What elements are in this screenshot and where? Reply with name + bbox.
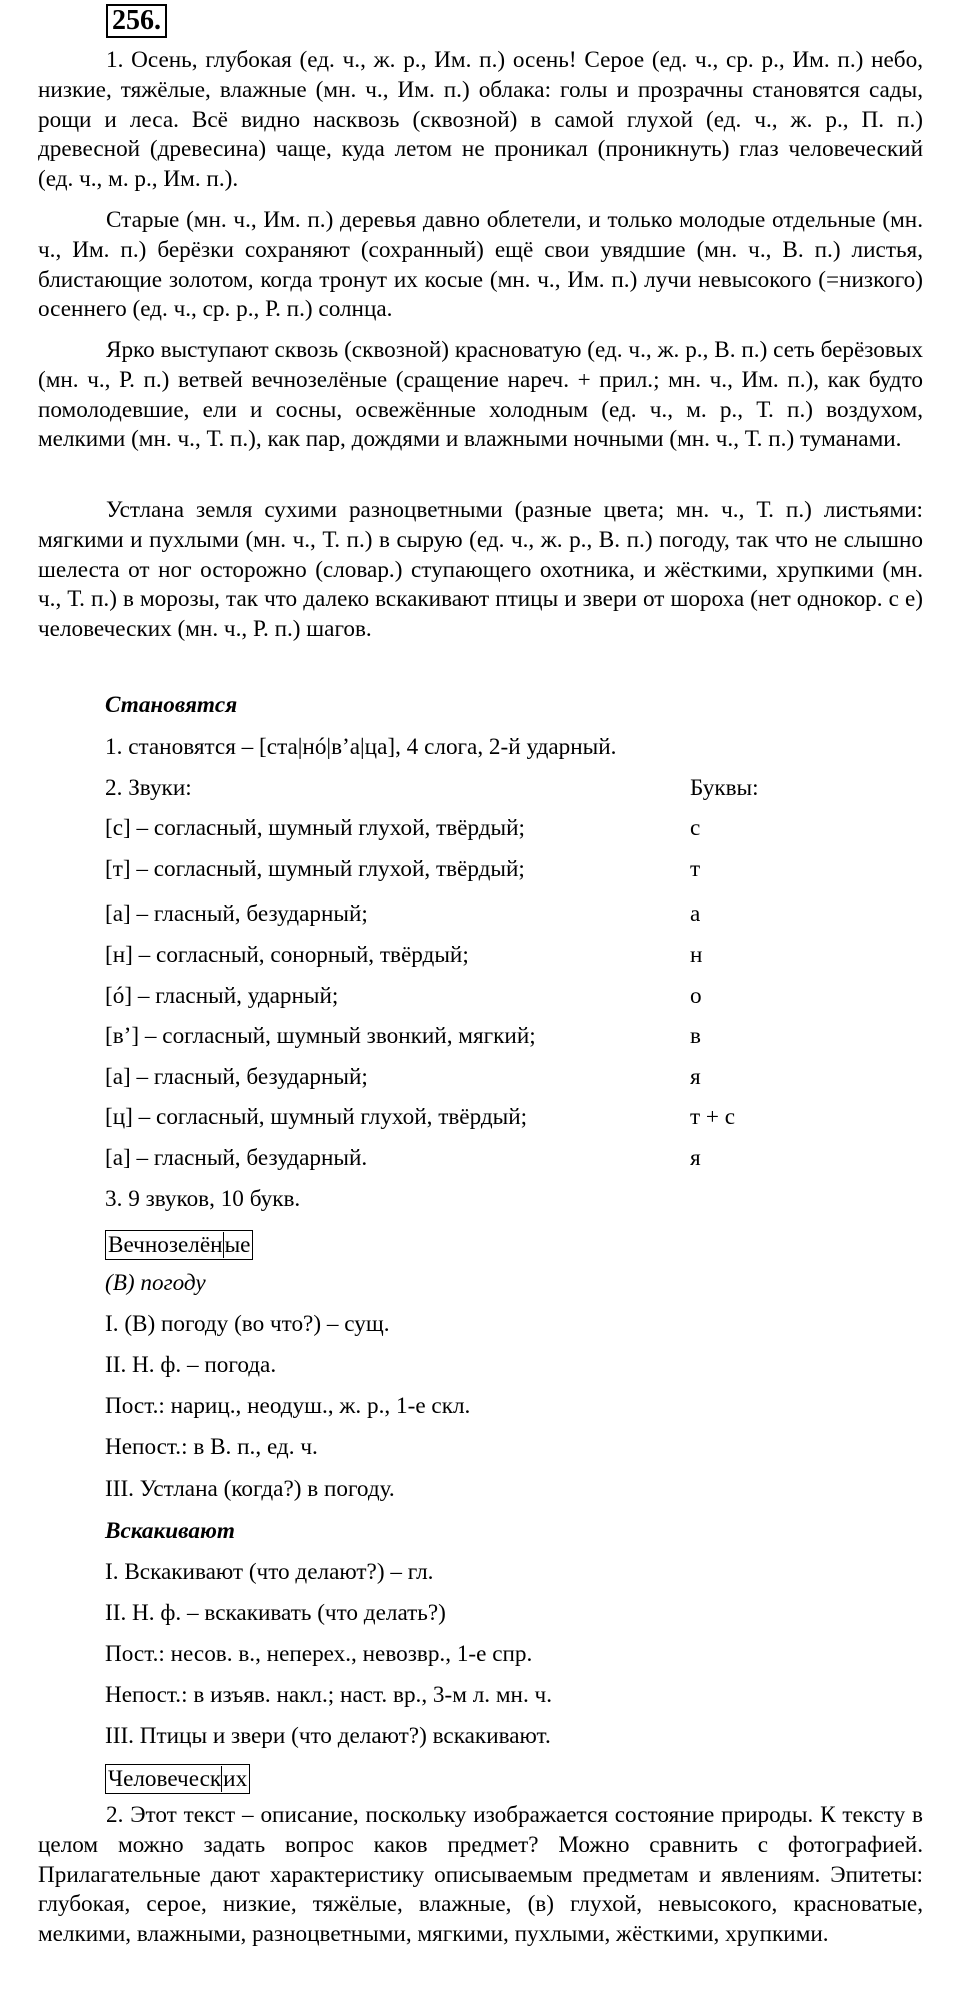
sound-row: [а] – гласный, безударный; — [105, 901, 368, 927]
letter-cell: а — [690, 901, 701, 927]
word-ending: ые — [224, 1232, 251, 1258]
word-ending: их — [223, 1766, 248, 1792]
letter-cell: н — [690, 942, 703, 968]
pogodu-line: III. Устлана (когда?) в погоду. — [105, 1476, 395, 1502]
letters-header: Буквы: — [690, 775, 759, 801]
sound-row: [в’] – согласный, шумный звонкий, мягкий; — [105, 1023, 536, 1049]
sound-row: [т] – согласный, шумный глухой, твёрдый; — [105, 856, 525, 882]
heading-vskakivayut: Вскакивают — [105, 1518, 235, 1544]
letter-cell: о — [690, 983, 702, 1009]
pogodu-line: II. Н. ф. – погода. — [105, 1352, 277, 1378]
vskakivayut-line: Непост.: в изъяв. накл.; наст. вр., 3-м л. мн. ч. — [105, 1682, 553, 1708]
pogodu-line: Непост.: в В. п., ед. ч. — [105, 1434, 318, 1460]
paragraph-1: 1. Осень, глубокая (ед. ч., ж. р., Им. п.) осень! Серое (ед. ч., ср. р., Им. п.) небо, низкие, тяжёлые, влажные (мн. ч., Им. п.) облака: голы и прозрачны становятся сады, рощи и леса. Всё видно насквозь (сквозной) в самой глухой (ед. ч., ж. р., П. п.) древесной (древесина) чаще, куда летом не проникал (проникнуть) глаз человеческий (ед. ч., м. р., Им. п.). — [38, 47, 923, 193]
letter-cell: т — [690, 856, 701, 882]
syllable-line: 1. становятся – [ста|нó|в’а|ца], 4 слога, 2-й ударный. — [105, 734, 617, 760]
morpheme-word-chelovecheskih — [105, 1764, 250, 1794]
paragraph-conclusion: 2. Этот текст – описание, поскольку изображается состояние природы. К тексту в целом можно задать вопрос каков предмет? Можно сравнить с фотографией. Прилагательные дают характеристику описываемым предметам и явлениям. Эпитеты: глубокая, серое, низкие, тяжёлые, влажные, (в) глухой, невысокого, красноватые, мелкими, влажными, разноцветными, мягкими, пухлыми, жёсткими, хрупкими. — [38, 1802, 923, 1948]
letter-cell: т + с — [690, 1104, 736, 1130]
sound-row: [с] – согласный, шумный глухой, твёрдый; — [105, 815, 525, 841]
vskakivayut-line: Пост.: несов. в., неперех., невозвр., 1-е спр. — [105, 1641, 533, 1667]
word-stem: Вечнозелён — [108, 1232, 223, 1258]
heading-pogodu: (В) погоду — [105, 1270, 206, 1296]
paragraph-4: Устлана земля сухими разноцветными (разные цвета; мн. ч., Т. п.) листьями: мягкими и пухлыми (мн. ч., Т. п.) в сырую (ед. ч., ж. р., В. п.) погоду, так что не слышно шелеста от ног осторожно (словар.) ступающего охотника, и жёсткими, хрупкими (мн. ч., Т. п.) в морозы, так что далеко вскакивают птицы и звери от шороха (нет однокор. с е) человеческих (мн. ч., Р. п.) шагов. — [38, 497, 923, 643]
sound-row: [а] – гласный, безударный. — [105, 1145, 368, 1171]
sounds-header: 2. Звуки: — [105, 775, 192, 801]
pogodu-line: I. (В) погоду (во что?) – сущ. — [105, 1311, 390, 1337]
letter-cell: я — [690, 1064, 701, 1090]
vskakivayut-line: I. Вскакивают (что делают?) – гл. — [105, 1559, 434, 1585]
letter-cell: с — [690, 815, 701, 841]
sound-row: [ц] – согласный, шумный глухой, твёрдый; — [105, 1104, 528, 1130]
heading-stanovyatsya: Становятся — [105, 692, 238, 718]
letter-cell: я — [690, 1145, 701, 1171]
sound-row: [н] – согласный, сонорный, твёрдый; — [105, 942, 469, 968]
morpheme-word-vechnozelenye — [105, 1230, 253, 1260]
paragraph-3: Ярко выступают сквозь (сквозной) красноватую (ед. ч., ж. р., В. п.) сеть берёзовых (мн. ч., Р. п.) ветвей вечнозелёные (сращение нареч. + прил.; мн. ч., Им. п.), как будто помолодевшие, ели и сосны, освежённые холодным (ед. ч., м. р., Т. п.) воздухом, мелкими (мн. ч., Т. п.), как пар, дождями и влажными ночными (мн. ч., Т. п.) туманами. — [38, 337, 923, 453]
word-stem: Человеческ — [108, 1766, 222, 1792]
paragraph-2: Старые (мн. ч., Им. п.) деревья давно облетели, и только молодые отдельные (мн. ч., Им. п.) берёзки сохраняют (сохранный) ещё свои увядшие (мн. ч., В. п.) листья, блистающие золотом, когда тронут их косые (мн. ч., Им. п.) лучи невысокого (=низкого) осеннего (ед. ч., ср. р., Р. п.) солнца. — [38, 207, 923, 323]
sound-row: [а] – гласный, безударный; — [105, 1064, 368, 1090]
exercise-number: 256. — [106, 4, 167, 38]
vskakivayut-line: II. Н. ф. – вскакивать (что делать?) — [105, 1600, 446, 1626]
count-line: 3. 9 звуков, 10 букв. — [105, 1186, 301, 1212]
sound-row: [ó] – гласный, ударный; — [105, 983, 339, 1009]
vskakivayut-line: III. Птицы и звери (что делают?) вскакивают. — [105, 1723, 551, 1749]
pogodu-line: Пост.: нариц., неодуш., ж. р., 1-е скл. — [105, 1393, 471, 1419]
letter-cell: в — [690, 1023, 701, 1049]
